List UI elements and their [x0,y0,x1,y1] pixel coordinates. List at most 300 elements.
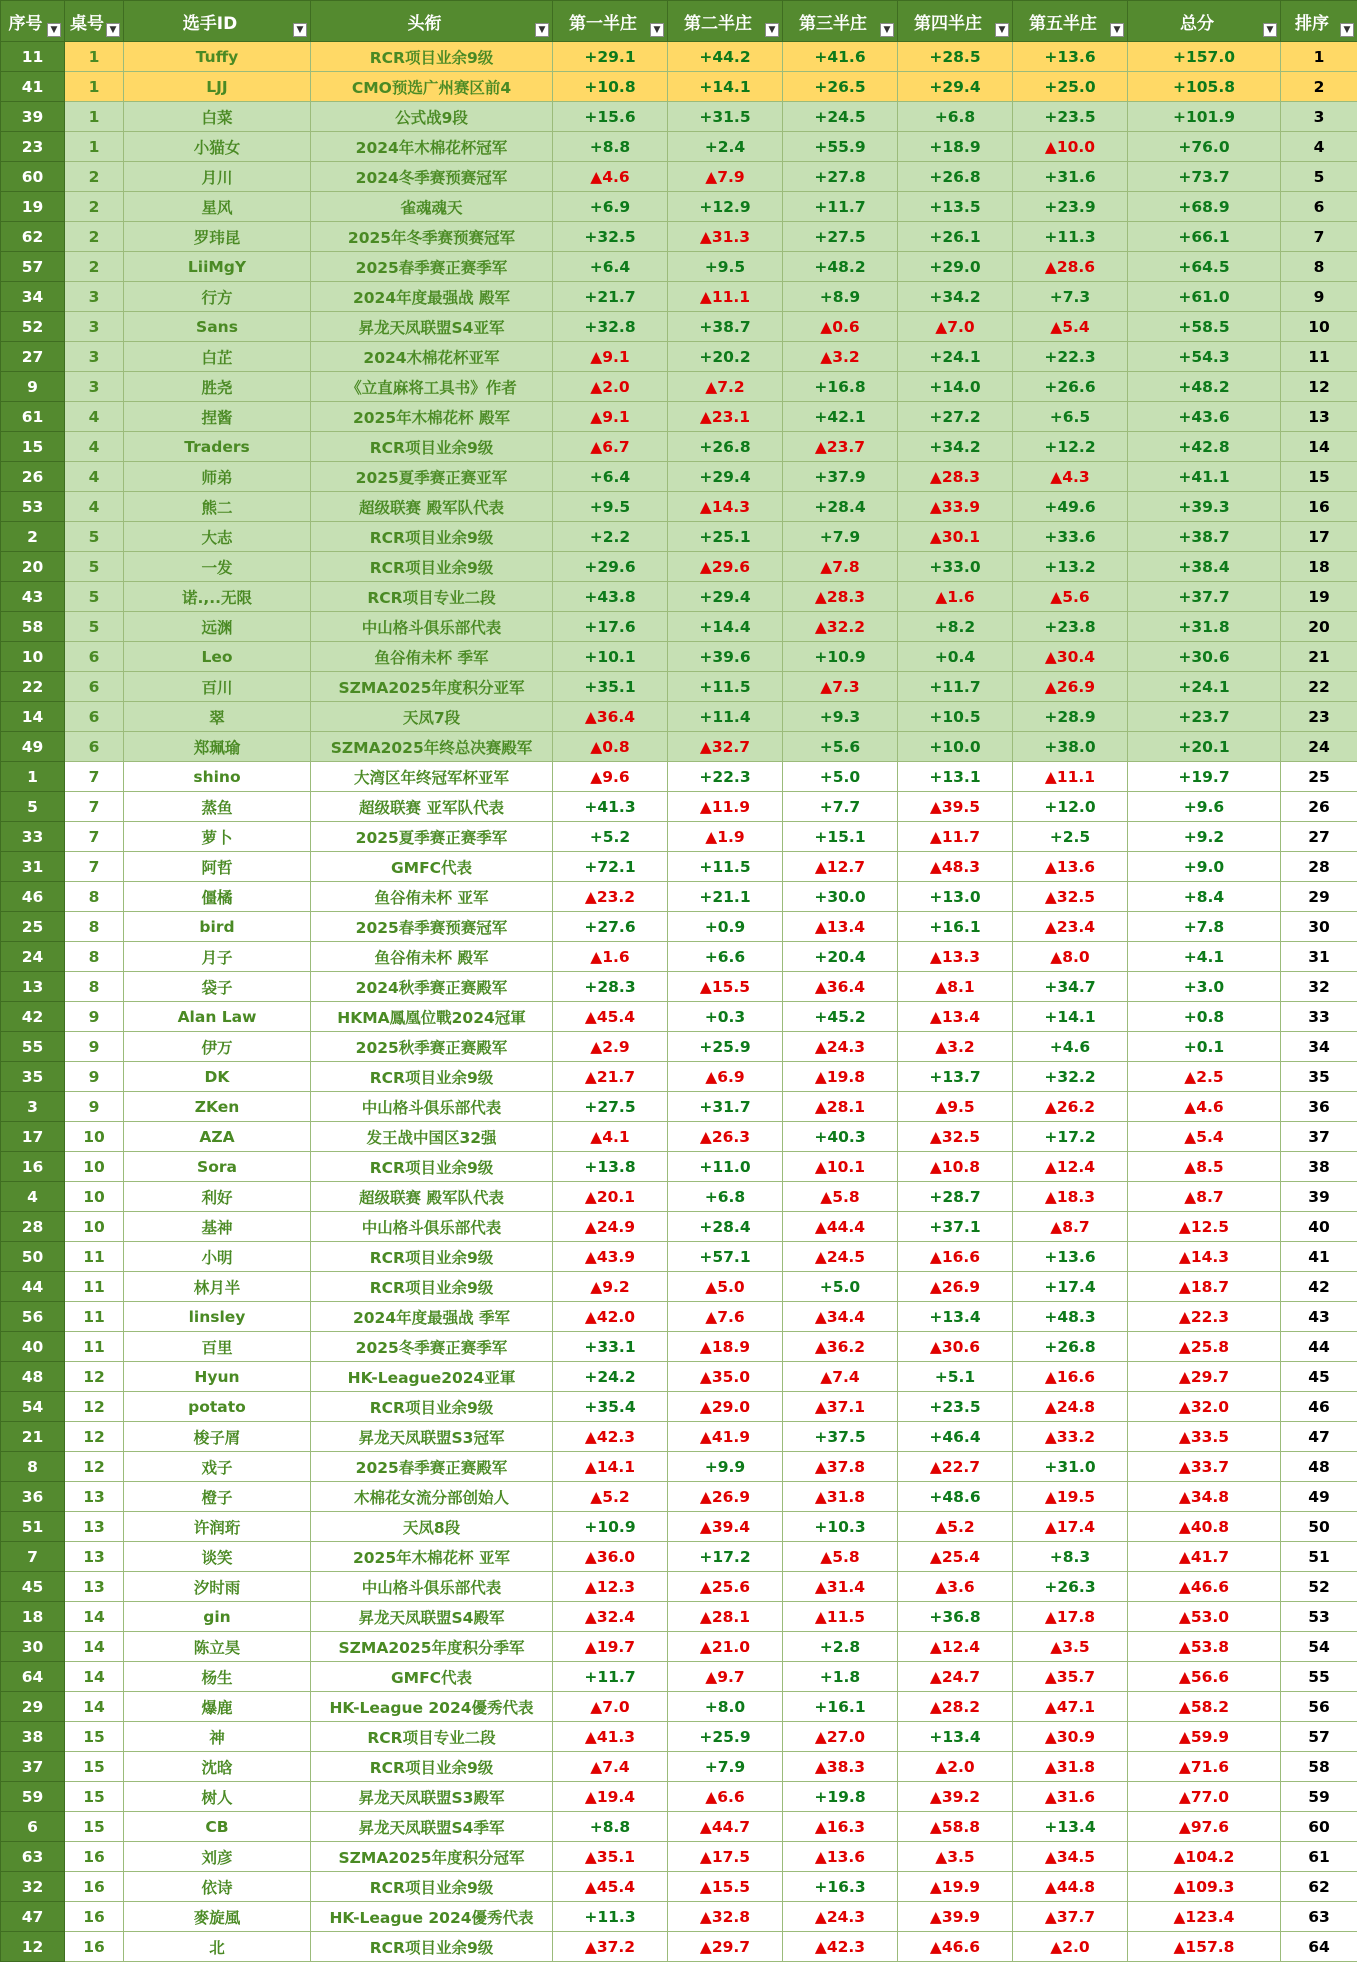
game5-cell: ▲5.6 [1013,582,1128,612]
rank-cell: 33 [1281,1002,1357,1032]
rank-cell: 3 [1281,102,1357,132]
total-cell: +9.2 [1128,822,1281,852]
player-id-cell: gin [124,1602,311,1632]
filter-dropdown-icon[interactable]: ▼ [1263,23,1277,37]
rank-cell: 59 [1281,1782,1357,1812]
rank-cell: 43 [1281,1302,1357,1332]
game4-cell: ▲7.0 [898,312,1013,342]
game1-cell: ▲9.1 [553,402,668,432]
player-id-cell: 诺.,..无限 [124,582,311,612]
game1-cell: +15.6 [553,102,668,132]
table-cell: 11 [65,1272,124,1302]
game3-cell: +2.8 [783,1632,898,1662]
rank-cell: 26 [1281,792,1357,822]
table-cell: 16 [65,1842,124,1872]
rank-cell: 57 [1281,1722,1357,1752]
game5-cell: ▲26.9 [1013,672,1128,702]
table-cell: 1 [65,132,124,162]
rank-cell: 54 [1281,1632,1357,1662]
game2-cell: ▲17.5 [668,1842,783,1872]
seq-cell: 5 [1,792,65,822]
seq-cell: 62 [1,222,65,252]
seq-cell: 40 [1,1332,65,1362]
title-cell: 2025秋季赛正赛殿军 [311,1032,553,1062]
game5-cell: +23.5 [1013,102,1128,132]
table-row [1,1662,1357,1692]
table-cell: 12 [65,1452,124,1482]
table-row [1,102,1357,132]
player-id-cell: 利好 [124,1182,311,1212]
filter-dropdown-icon[interactable]: ▼ [47,23,61,37]
game4-cell: ▲30.1 [898,522,1013,552]
game5-cell: ▲12.4 [1013,1152,1128,1182]
column-label: 总分 [1180,9,1228,34]
total-cell: ▲4.6 [1128,1092,1281,1122]
seq-cell: 26 [1,462,65,492]
seq-cell: 54 [1,1392,65,1422]
game3-cell: ▲28.3 [783,582,898,612]
player-id-cell: 翠 [124,702,311,732]
filter-dropdown-icon[interactable]: ▼ [765,23,779,37]
game4-cell: ▲22.7 [898,1452,1013,1482]
rank-cell: 22 [1281,672,1357,702]
game1-cell: ▲4.1 [553,1122,668,1152]
game3-cell: +16.3 [783,1872,898,1902]
filter-dropdown-icon[interactable]: ▼ [535,23,549,37]
rank-cell: 61 [1281,1842,1357,1872]
table-row [1,42,1357,72]
player-id-cell: 月川 [124,162,311,192]
total-cell: ▲33.7 [1128,1452,1281,1482]
table-row [1,1422,1357,1452]
rank-cell: 51 [1281,1542,1357,1572]
seq-cell: 25 [1,912,65,942]
game3-cell: ▲44.4 [783,1212,898,1242]
game1-cell: +6.4 [553,462,668,492]
table-cell: 6 [65,732,124,762]
rank-cell: 56 [1281,1692,1357,1722]
seq-cell: 18 [1,1602,65,1632]
total-cell: +30.6 [1128,642,1281,672]
total-cell: +38.7 [1128,522,1281,552]
seq-cell: 32 [1,1872,65,1902]
total-cell: +4.1 [1128,942,1281,972]
column-label: 排序 [1295,9,1343,34]
game1-cell: +35.1 [553,672,668,702]
title-cell: 2025春季赛预赛冠军 [311,912,553,942]
player-id-cell: 百里 [124,1332,311,1362]
game5-cell: +48.3 [1013,1302,1128,1332]
game2-cell: ▲14.3 [668,492,783,522]
seq-cell: 20 [1,552,65,582]
game2-cell: ▲29.6 [668,552,783,582]
table-row [1,1152,1357,1182]
game4-cell: ▲1.6 [898,582,1013,612]
game3-cell: ▲13.4 [783,912,898,942]
title-cell: RCR项目业余9级 [311,1242,553,1272]
table-cell: 6 [65,672,124,702]
game4-cell: +11.7 [898,672,1013,702]
game5-cell: +26.6 [1013,372,1128,402]
table-cell: 11 [65,1242,124,1272]
table-cell: 3 [65,342,124,372]
title-cell: 超级联赛 亚军队代表 [311,792,553,822]
game4-cell: ▲9.5 [898,1092,1013,1122]
game4-cell: +0.4 [898,642,1013,672]
game5-cell: ▲2.0 [1013,1932,1128,1962]
table-row [1,642,1357,672]
game4-cell: ▲13.3 [898,942,1013,972]
game2-cell: +28.4 [668,1212,783,1242]
seq-cell: 44 [1,1272,65,1302]
total-cell: ▲25.8 [1128,1332,1281,1362]
game3-cell: ▲28.1 [783,1092,898,1122]
table-row [1,1812,1357,1842]
game2-cell: +11.5 [668,852,783,882]
game5-cell: ▲31.6 [1013,1782,1128,1812]
game2-cell: +57.1 [668,1242,783,1272]
game1-cell: ▲9.1 [553,342,668,372]
title-cell: RCR项目专业二段 [311,1722,553,1752]
game3-cell: +5.0 [783,1272,898,1302]
title-cell: RCR项目业余9级 [311,1152,553,1182]
table-row [1,1932,1357,1962]
title-cell: RCR项目业余9级 [311,522,553,552]
seq-cell: 6 [1,1812,65,1842]
title-cell: 昇龙天凤联盟S3冠军 [311,1422,553,1452]
game5-cell: ▲37.7 [1013,1902,1128,1932]
game5-cell: +14.1 [1013,1002,1128,1032]
table-cell: 10 [65,1182,124,1212]
table-row [1,1572,1357,1602]
rank-cell: 6 [1281,192,1357,222]
rank-cell: 1 [1281,42,1357,72]
game2-cell: +11.4 [668,702,783,732]
table-cell: 15 [65,1812,124,1842]
player-id-cell: 蒸鱼 [124,792,311,822]
player-id-cell: 白芷 [124,342,311,372]
game4-cell: ▲25.4 [898,1542,1013,1572]
header-game4 [898,1,1013,42]
game3-cell: ▲0.6 [783,312,898,342]
rank-cell: 16 [1281,492,1357,522]
table-cell: 7 [65,822,124,852]
player-id-cell: 罗玮昆 [124,222,311,252]
rank-cell: 46 [1281,1392,1357,1422]
table-row [1,1272,1357,1302]
total-cell: +31.8 [1128,612,1281,642]
filter-dropdown-icon[interactable]: ▼ [880,23,894,37]
game5-cell: +12.2 [1013,432,1128,462]
total-cell: +58.5 [1128,312,1281,342]
total-cell: ▲34.8 [1128,1482,1281,1512]
game2-cell: +11.5 [668,672,783,702]
rank-cell: 7 [1281,222,1357,252]
table-row [1,132,1357,162]
title-cell: HKMA鳳凰位戰2024冠軍 [311,1002,553,1032]
table-row [1,282,1357,312]
table-row [1,1302,1357,1332]
game1-cell: +6.9 [553,192,668,222]
rank-cell: 31 [1281,942,1357,972]
table-row [1,312,1357,342]
game5-cell: ▲4.3 [1013,462,1128,492]
player-id-cell: LJJ [124,72,311,102]
game4-cell: +29.0 [898,252,1013,282]
seq-cell: 59 [1,1782,65,1812]
table-row [1,1182,1357,1212]
total-cell: ▲8.7 [1128,1182,1281,1212]
player-id-cell: 星风 [124,192,311,222]
table-row [1,1242,1357,1272]
table-row [1,552,1357,582]
filter-dropdown-icon[interactable]: ▼ [650,23,664,37]
game1-cell: +17.6 [553,612,668,642]
game4-cell: ▲3.5 [898,1842,1013,1872]
player-id-cell: 基神 [124,1212,311,1242]
rank-cell: 19 [1281,582,1357,612]
title-cell: 鱼谷侑未杯 殿军 [311,942,553,972]
player-id-cell: Hyun [124,1362,311,1392]
rank-cell: 58 [1281,1752,1357,1782]
game2-cell: ▲26.3 [668,1122,783,1152]
title-cell: 超级联赛 殿军队代表 [311,1182,553,1212]
game2-cell: +2.4 [668,132,783,162]
game2-cell: +9.9 [668,1452,783,1482]
game4-cell: +26.1 [898,222,1013,252]
table-row [1,342,1357,372]
seq-cell: 9 [1,372,65,402]
game1-cell: ▲19.4 [553,1782,668,1812]
column-label: 桌号 [70,9,118,34]
seq-cell: 55 [1,1032,65,1062]
table-cell: 2 [65,222,124,252]
total-cell: ▲8.5 [1128,1152,1281,1182]
player-id-cell: 爆鹿 [124,1692,311,1722]
title-cell: 2025年木棉花杯 亚军 [311,1542,553,1572]
title-cell: 大湾区年终冠军杯亚军 [311,762,553,792]
table-cell: 5 [65,582,124,612]
table-cell: 13 [65,1542,124,1572]
table-row [1,762,1357,792]
filter-dropdown-icon[interactable]: ▼ [106,23,120,37]
game2-cell: +6.6 [668,942,783,972]
table-row [1,192,1357,222]
total-cell: ▲32.0 [1128,1392,1281,1422]
game2-cell: ▲5.0 [668,1272,783,1302]
game3-cell: ▲31.8 [783,1482,898,1512]
total-cell: +0.1 [1128,1032,1281,1062]
table-row [1,1002,1357,1032]
game5-cell: ▲32.5 [1013,882,1128,912]
filter-dropdown-icon[interactable]: ▼ [1110,23,1124,37]
player-id-cell: 胜尧 [124,372,311,402]
table-cell: 7 [65,852,124,882]
game1-cell: ▲1.6 [553,942,668,972]
column-label: 第一半庄 [569,9,651,34]
game1-cell: ▲36.4 [553,702,668,732]
title-cell: 中山格斗俱乐部代表 [311,612,553,642]
seq-cell: 23 [1,132,65,162]
table-row [1,612,1357,642]
game5-cell: ▲13.6 [1013,852,1128,882]
total-cell: +76.0 [1128,132,1281,162]
game3-cell: ▲7.4 [783,1362,898,1392]
seq-cell: 24 [1,942,65,972]
title-cell: 2024年度最强战 季军 [311,1302,553,1332]
game5-cell: +12.0 [1013,792,1128,822]
title-cell: 中山格斗俱乐部代表 [311,1572,553,1602]
table-row [1,1782,1357,1812]
game1-cell: ▲42.3 [553,1422,668,1452]
game1-cell: ▲21.7 [553,1062,668,1092]
game2-cell: ▲25.6 [668,1572,783,1602]
total-cell: +7.8 [1128,912,1281,942]
title-cell: 昇龙天凤联盟S3殿军 [311,1782,553,1812]
game4-cell: ▲48.3 [898,852,1013,882]
header-seq [1,1,65,42]
game1-cell: +9.5 [553,492,668,522]
game5-cell: ▲30.9 [1013,1722,1128,1752]
game3-cell: +26.5 [783,72,898,102]
filter-dropdown-icon[interactable]: ▼ [1340,23,1354,37]
table-row [1,1842,1357,1872]
game4-cell: +5.1 [898,1362,1013,1392]
game3-cell: ▲10.1 [783,1152,898,1182]
column-label: 序号 [9,9,57,34]
game3-cell: +37.9 [783,462,898,492]
game5-cell: ▲10.0 [1013,132,1128,162]
table-row [1,1542,1357,1572]
table-row [1,702,1357,732]
table-cell: 10 [65,1212,124,1242]
table-cell: 7 [65,762,124,792]
total-cell: +54.3 [1128,342,1281,372]
game1-cell: ▲2.0 [553,372,668,402]
total-cell: +8.4 [1128,882,1281,912]
table-cell: 9 [65,1092,124,1122]
game1-cell: +2.2 [553,522,668,552]
player-id-cell: 橙子 [124,1482,311,1512]
table-cell: 1 [65,42,124,72]
seq-cell: 11 [1,42,65,72]
title-cell: 2025夏季赛正赛亚军 [311,462,553,492]
rank-cell: 8 [1281,252,1357,282]
game2-cell: +7.9 [668,1752,783,1782]
game1-cell: +11.7 [553,1662,668,1692]
seq-cell: 39 [1,102,65,132]
rank-cell: 5 [1281,162,1357,192]
game3-cell: +11.7 [783,192,898,222]
table-row [1,1392,1357,1422]
game5-cell: +13.4 [1013,1812,1128,1842]
game3-cell: +27.8 [783,162,898,192]
game4-cell: +13.0 [898,882,1013,912]
total-cell: +9.0 [1128,852,1281,882]
title-cell: RCR项目业余9级 [311,432,553,462]
game2-cell: +26.8 [668,432,783,462]
game2-cell: +29.4 [668,462,783,492]
game1-cell: ▲19.7 [553,1632,668,1662]
game1-cell: +35.4 [553,1392,668,1422]
table-cell: 14 [65,1632,124,1662]
table-row [1,372,1357,402]
table-cell: 3 [65,282,124,312]
table-cell: 16 [65,1872,124,1902]
game3-cell: ▲16.3 [783,1812,898,1842]
title-cell: SZMA2025年度积分冠军 [311,1842,553,1872]
game3-cell: ▲23.7 [783,432,898,462]
game3-cell: +10.9 [783,642,898,672]
game3-cell: +55.9 [783,132,898,162]
seq-cell: 38 [1,1722,65,1752]
game4-cell: +48.6 [898,1482,1013,1512]
table-row [1,852,1357,882]
rank-cell: 10 [1281,312,1357,342]
filter-dropdown-icon[interactable]: ▼ [995,23,1009,37]
title-cell: 鱼谷侑未杯 季军 [311,642,553,672]
total-cell: +105.8 [1128,72,1281,102]
total-cell: ▲53.8 [1128,1632,1281,1662]
game5-cell: ▲5.4 [1013,312,1128,342]
game5-cell: ▲18.3 [1013,1182,1128,1212]
table-cell: 15 [65,1782,124,1812]
seq-cell: 37 [1,1752,65,1782]
rank-cell: 2 [1281,72,1357,102]
game5-cell: +11.3 [1013,222,1128,252]
player-id-cell: LiiMgY [124,252,311,282]
table-row [1,1692,1357,1722]
game3-cell: ▲38.3 [783,1752,898,1782]
game1-cell: +8.8 [553,132,668,162]
seq-cell: 56 [1,1302,65,1332]
player-id-cell: Leo [124,642,311,672]
rank-cell: 35 [1281,1062,1357,1092]
game5-cell: ▲47.1 [1013,1692,1128,1722]
seq-cell: 33 [1,822,65,852]
title-cell: HK-League 2024優秀代表 [311,1692,553,1722]
column-label: 第二半庄 [684,9,766,34]
game3-cell: +1.8 [783,1662,898,1692]
game5-cell: +23.9 [1013,192,1128,222]
game3-cell: +48.2 [783,252,898,282]
game2-cell: ▲18.9 [668,1332,783,1362]
filter-dropdown-icon[interactable]: ▼ [293,23,307,37]
total-cell: ▲59.9 [1128,1722,1281,1752]
game5-cell: +22.3 [1013,342,1128,372]
total-cell: ▲46.6 [1128,1572,1281,1602]
game3-cell: +7.7 [783,792,898,822]
table-row [1,162,1357,192]
title-cell: SZMA2025年终总决赛殿军 [311,732,553,762]
total-cell: +24.1 [1128,672,1281,702]
table-row [1,492,1357,522]
rank-cell: 23 [1281,702,1357,732]
total-cell: +19.7 [1128,762,1281,792]
game1-cell: ▲37.2 [553,1932,668,1962]
table-cell: 3 [65,372,124,402]
rank-cell: 29 [1281,882,1357,912]
game3-cell: +27.5 [783,222,898,252]
title-cell: 中山格斗俱乐部代表 [311,1212,553,1242]
game5-cell: ▲35.7 [1013,1662,1128,1692]
player-id-cell: AZA [124,1122,311,1152]
player-id-cell: 许润珩 [124,1512,311,1542]
seq-cell: 19 [1,192,65,222]
title-cell: 2024年度最强战 殿军 [311,282,553,312]
header-game5 [1013,1,1128,42]
total-cell: +101.9 [1128,102,1281,132]
